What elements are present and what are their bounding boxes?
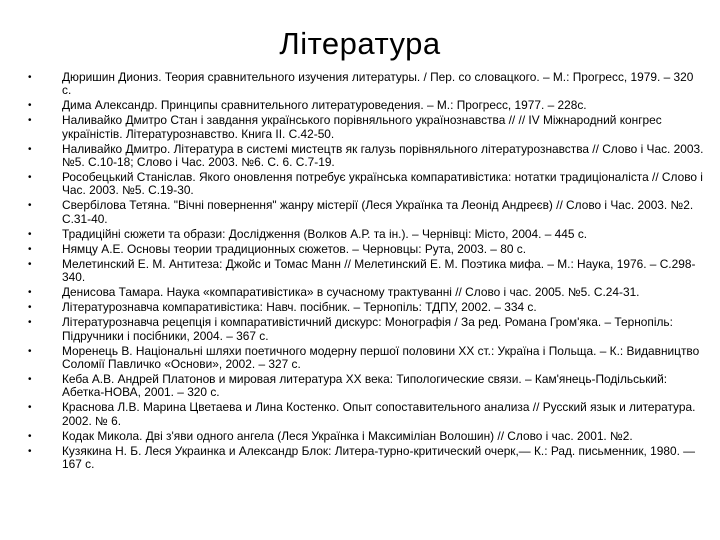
reference-text: Дюришин Диониз. Теория сравнительного изучения литературы. / Пер. со словацкого. – М.: Прогресс, 1979. – 320 с. [62, 70, 694, 98]
list-item [28, 401, 704, 428]
reference-text: Літературознавча рецепція і компаративістичний дискурс: Монографія / За ред. Романа Гром'яка. – Тернопіль: Підручники і посібники, 2004. – 367 с. [62, 315, 673, 343]
list-item [28, 430, 704, 443]
list-item [28, 445, 704, 472]
reference-text: Кеба А.В. Андрей Платонов и мировая литература ХХ века: Типологические связи. – Кам'янець-Подільський: Абетка-НОВА, 2001. – 320 с. [62, 371, 668, 400]
bullet-icon: • [28, 243, 32, 255]
bullet-icon: • [28, 72, 32, 83]
list-item [28, 199, 704, 226]
list-item [28, 258, 704, 285]
reference-text: Краснова Л.В. Марина Цветаева и Лина Костенко. Опыт сопоставительного анализа // Русский язык и литература. 2002. № 6. [62, 400, 696, 428]
list-item [28, 301, 704, 314]
reference-text: Нямцу А.Е. Основы теории традиционных сюжетов. – Черновцы: Рута, 2003. – 80 с. [62, 241, 527, 256]
reference-text: Мелетинский Е. М. Антитеза: Джойс и Томас Манн // Мелетинский Е. М. Поэтика мифа. – М.: Наука, 1976. – С.298-340. [62, 256, 696, 285]
reference-text: Рособецький Станіслав. Якого оновлення потребує українська компаративістика: нотатки традиціоналіста // Слово і Час. 2003. №5. С.19-30. [62, 170, 703, 198]
list-item [28, 316, 704, 343]
list-item [28, 228, 704, 241]
bullet-icon: • [28, 402, 32, 414]
reference-text: Кузякина Н. Б. Леся Украинка и Александр Блок: Литера-турно-критический очерк,— К.: Рад. письменник, 1980. — 167 с. [62, 443, 696, 472]
bullet-icon: • [28, 100, 32, 112]
bullet-icon: • [28, 445, 32, 457]
list-item [28, 243, 704, 256]
reference-text: Свербілова Тетяна. "Вічні повернення" жанру містерії (Леся Українка та Леонід Андреєв) // Слово і Час. 2003. №2. С.31-40. [62, 198, 694, 226]
bullet-icon: • [28, 258, 32, 270]
bullet-icon: • [28, 143, 32, 155]
reference-text: Літературознавча компаративістика: Навч. посібник. – Тернопіль: ТДПУ, 2002. – 334 с. [62, 300, 537, 315]
bullet-icon: • [28, 287, 32, 299]
reference-text: Моренець В. Національні шляхи поетичного модерну першої половини XX ст.: Україна і Польща. – К.: Видавництво Соломії Павличко «Основи», 2002. – 327 с. [62, 343, 700, 371]
bullet-icon: • [28, 200, 32, 212]
bullet-icon: • [28, 228, 32, 240]
list-item [28, 71, 704, 98]
reference-text: Наливайко Дмитро Стан і завдання українського порівняльного українознавства // // IV Міжнародний конгрес україністів. Літературознавство. Книга ІІ. С.42-50. [62, 113, 662, 141]
list-item [28, 286, 704, 299]
list-item [28, 373, 704, 400]
list-item [28, 171, 704, 198]
bullet-icon: • [28, 373, 32, 385]
list-item [28, 345, 704, 372]
bullet-icon: • [28, 172, 32, 184]
bullet-icon: • [28, 345, 32, 357]
page-title: Література [279, 26, 441, 61]
list-item [28, 99, 704, 112]
bullet-icon: • [28, 317, 32, 329]
reference-text: Традиційні сюжети та образи: Дослідження (Волков А.Р. та ін.). – Чернівці: Місто, 2004. – 445 с. [62, 226, 588, 241]
reference-text: Денисова Тамара. Наука «компаративістика» в сучасному трактуванні // Слово і час. 2005. №5. С.24-31. [62, 285, 640, 300]
bullet-icon: • [28, 430, 32, 442]
reference-text: Дима Александр. Принципы сравнительного литературоведения. – М.: Прогресс, 1977. – 228с. [62, 98, 587, 113]
list-item [28, 114, 704, 141]
bullet-icon: • [28, 302, 32, 314]
reference-text: Кодак Микола. Дві з'яви одного ангела (Леся Українка і Максиміліан Волошин) // Слово і час. 2001. №2. [62, 428, 633, 443]
bullet-icon: • [28, 115, 32, 127]
reference-text: Наливайко Дмитро. Література в системі мистецтв як галузь порівняльного літературознавства // Слово і Час. 2003. №5. С.10-18; Слово і Час. 2003. №6. С. 6. С.7-19. [62, 141, 704, 170]
list-item [28, 143, 704, 170]
reference-list [28, 71, 704, 473]
